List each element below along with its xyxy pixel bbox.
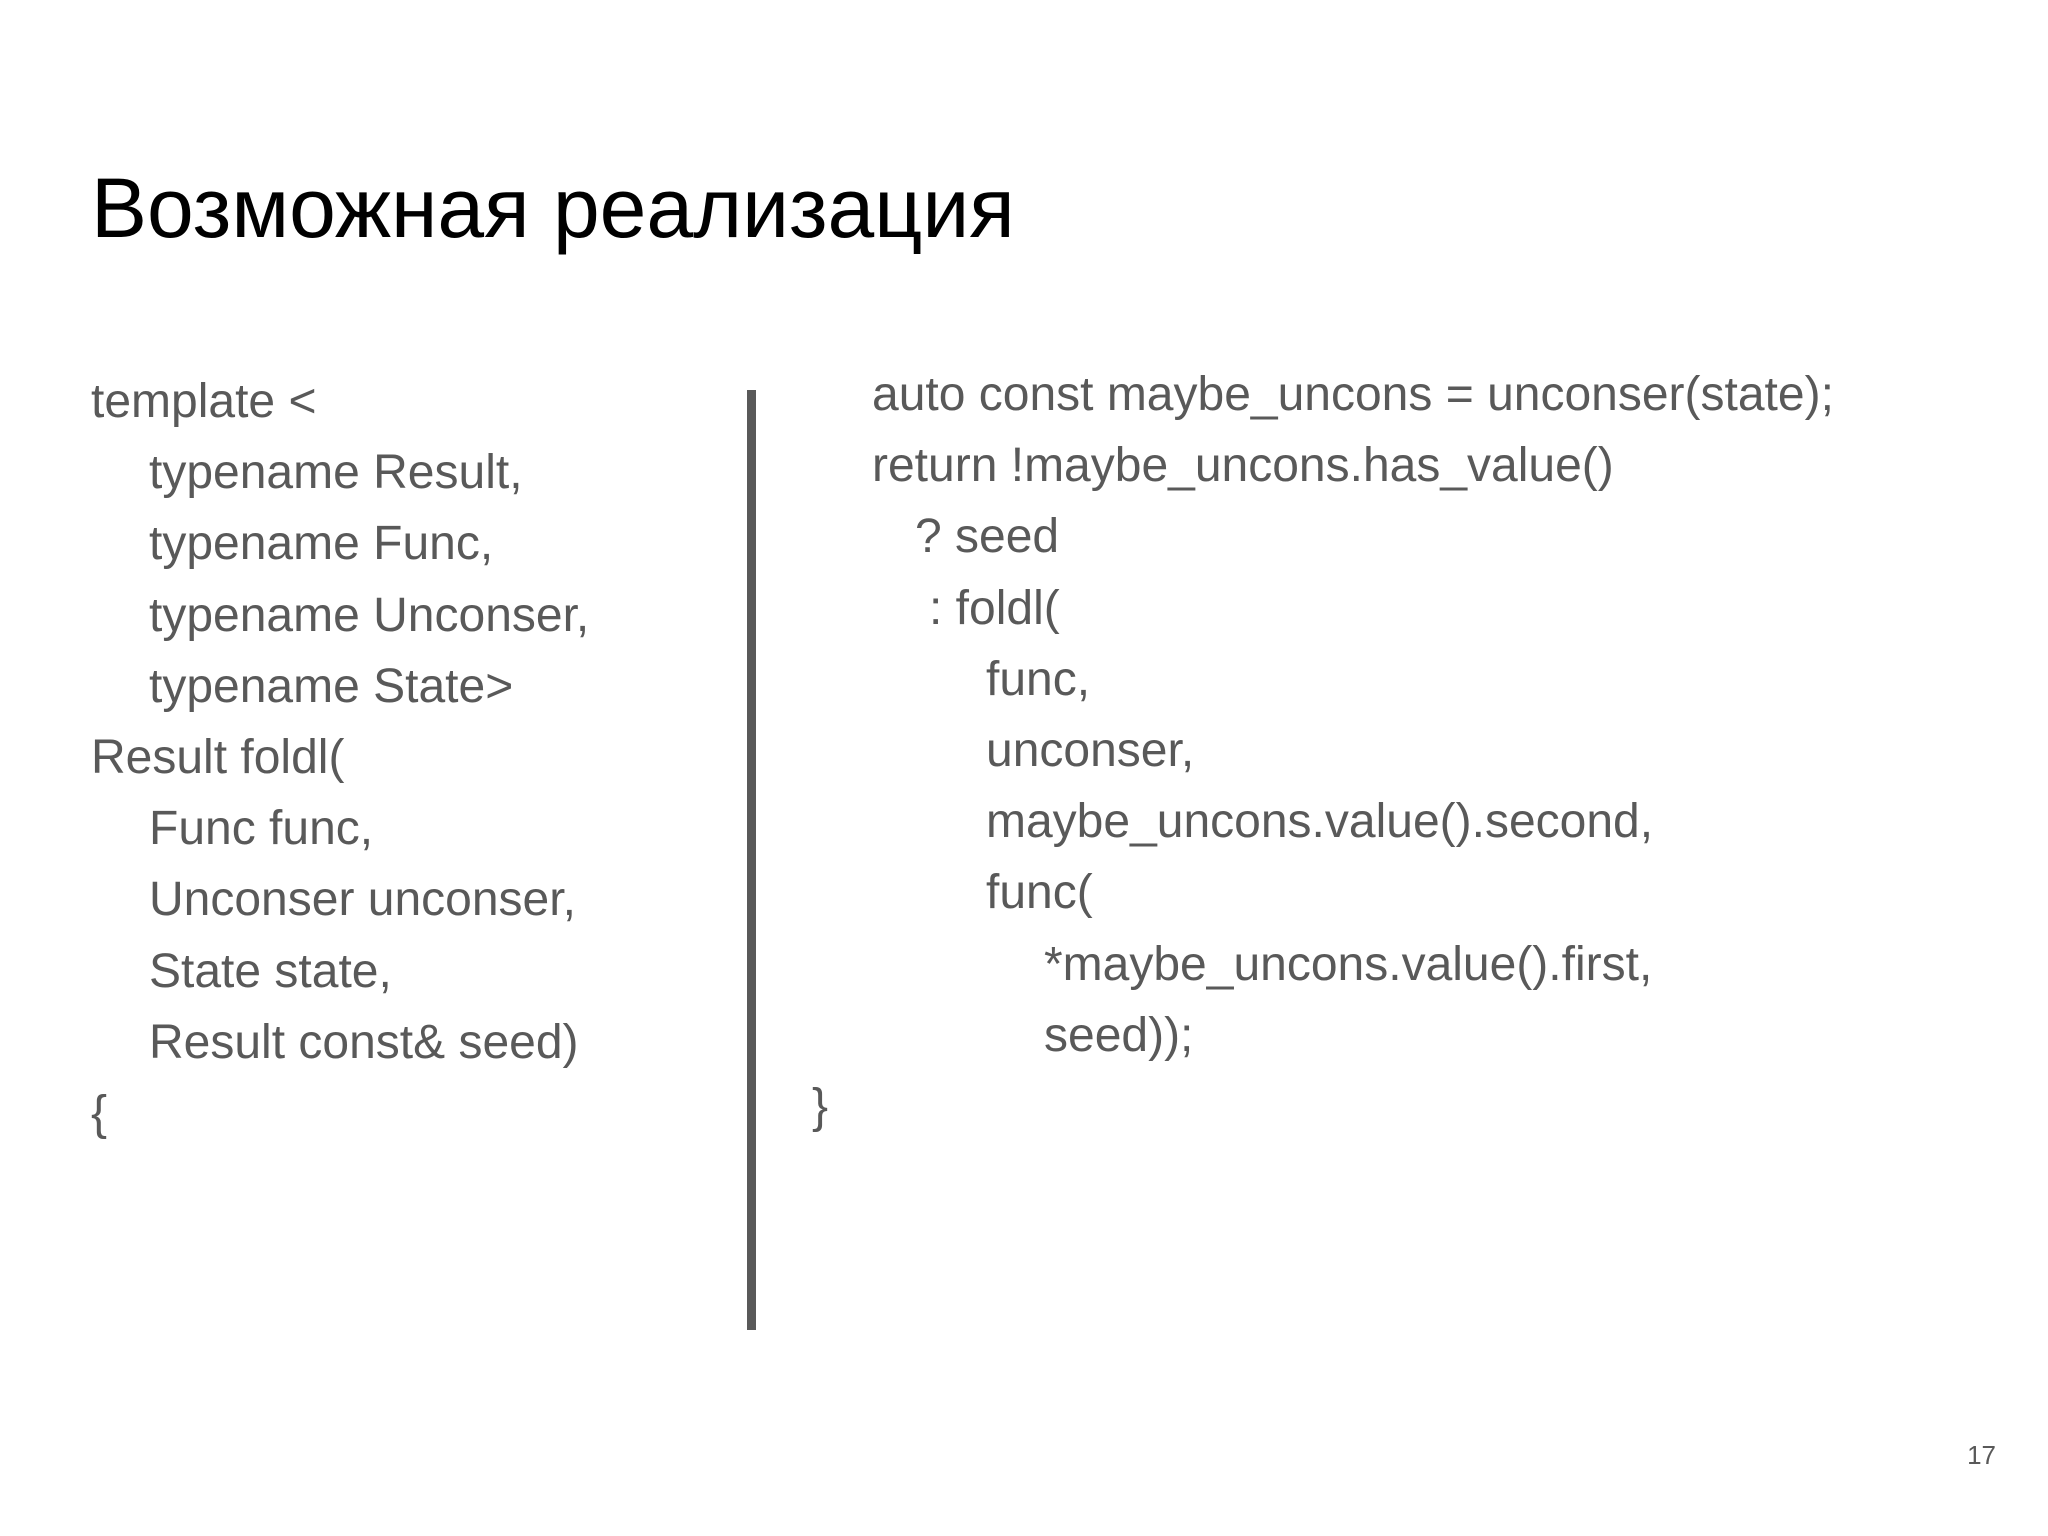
code-line: *maybe_uncons.value().first, [1044, 937, 1653, 991]
code-line: return !maybe_uncons.has_value() [872, 439, 1614, 493]
code-line: typename Unconser, [149, 588, 590, 642]
code-line: func, [986, 652, 1091, 706]
code-line: Func func, [149, 802, 374, 856]
code-line: template < [91, 375, 317, 428]
code-line: Result const& seed) [149, 1015, 579, 1069]
left-code-block [91, 366, 589, 1149]
code-line: typename Func, [149, 517, 494, 571]
code-line: } [812, 1079, 829, 1133]
code-line: { [91, 1086, 108, 1140]
code-line: State state, [149, 944, 392, 998]
code-line: ? seed [915, 510, 1060, 564]
code-line: typename Result, [149, 446, 523, 500]
code-line: unconser, [986, 723, 1195, 777]
code-line: maybe_uncons.value().second, [986, 795, 1654, 849]
page-number: 17 [1967, 1440, 1996, 1470]
code-line: Unconser unconser, [149, 873, 576, 927]
column-divider [747, 390, 756, 1330]
code-line: Result foldl( [91, 730, 345, 784]
code-line: func( [986, 866, 1093, 920]
code-line: auto const maybe_uncons = unconser(state); [872, 368, 1834, 421]
right-code-block [812, 359, 1834, 1142]
slide-title: Возможная реализация [91, 161, 1015, 255]
code-line: seed)); [1044, 1008, 1194, 1062]
code-line: typename State> [149, 659, 514, 713]
code-line: : foldl( [929, 581, 1060, 635]
